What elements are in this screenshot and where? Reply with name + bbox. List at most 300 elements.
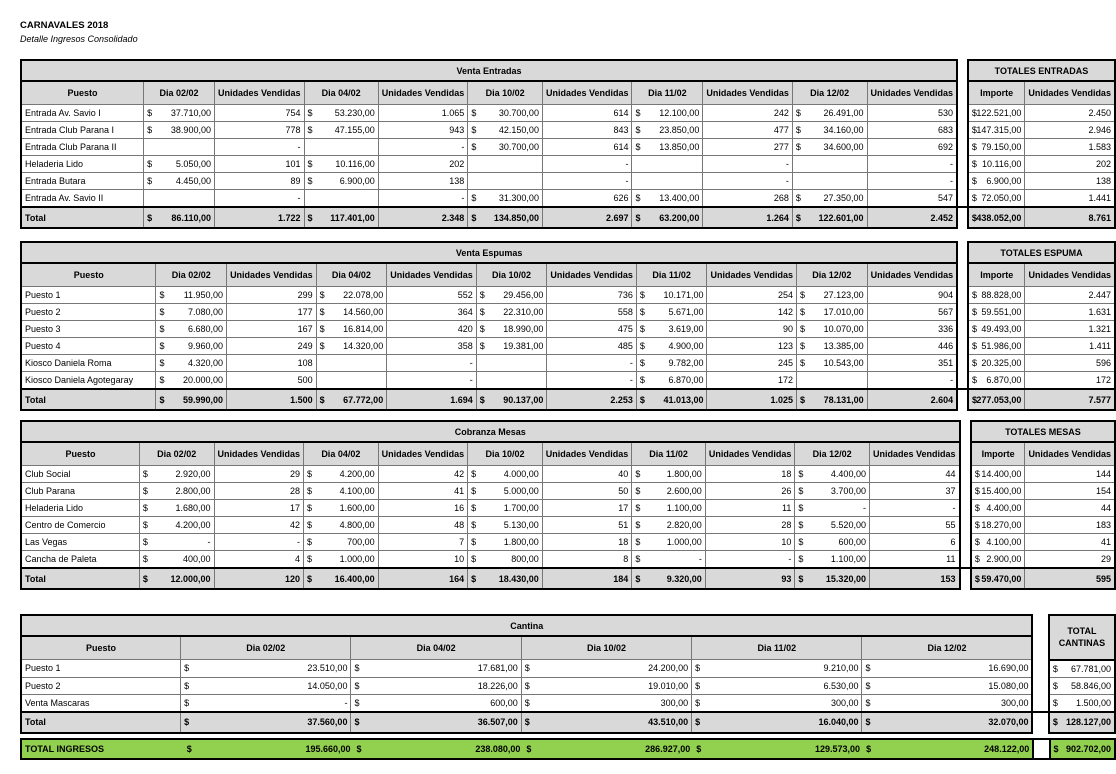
units-cell: 500 <box>227 372 317 390</box>
total-units-cell: 29 <box>1025 551 1115 569</box>
currency-symbol: $ <box>159 341 165 351</box>
amount-cell <box>316 389 387 410</box>
amount-cell <box>521 712 691 733</box>
currency-symbol: $ <box>798 486 804 496</box>
currency-symbol: $ <box>1052 663 1058 674</box>
amount-value: 49.493,00 <box>981 324 1022 334</box>
amount-value: 147.315,00 <box>976 125 1022 135</box>
units-header: Unidades Vendidas <box>1025 442 1115 466</box>
total-amount-cell <box>968 304 1025 321</box>
row-label: Las Vegas <box>21 534 139 551</box>
currency-symbol: $ <box>319 290 325 300</box>
units-cell: 120 <box>214 568 304 589</box>
currency-symbol: $ <box>524 717 530 727</box>
amount-value: 37.560,00 <box>307 717 348 727</box>
total-amount-cell <box>1049 694 1115 712</box>
amount-cell <box>316 321 387 338</box>
amount-value: 15.400,00 <box>981 486 1022 496</box>
amount-cell <box>792 156 867 173</box>
currency-symbol: $ <box>354 680 360 691</box>
day-header: Dia 12/02 <box>797 263 868 287</box>
amount-value: 18.430,00 <box>498 573 539 584</box>
row-label: Kiosco Daniela Agotegaray <box>21 372 156 390</box>
currency-symbol: $ <box>471 503 477 513</box>
spacer <box>960 466 971 483</box>
section-title-row <box>21 615 1115 636</box>
amount-value: 14.320,00 <box>343 341 384 351</box>
amount-cell <box>632 105 703 122</box>
currency-symbol: $ <box>471 573 477 584</box>
currency-symbol: $ <box>795 193 801 203</box>
total-amount-cell <box>971 551 1025 569</box>
amount-value: 20.325,00 <box>981 358 1022 368</box>
amount-cell <box>139 534 214 551</box>
table-row <box>21 500 1115 517</box>
currency-symbol: $ <box>800 307 806 317</box>
amount-value: 16.400,00 <box>334 573 375 584</box>
units-cell: 242 <box>703 105 793 122</box>
currency-symbol: $ <box>142 486 148 496</box>
amount-cell <box>468 466 543 483</box>
amount-value: 2.600,00 <box>666 486 702 496</box>
amount-value: 4.000,00 <box>503 469 539 479</box>
amount-value: 30.700,00 <box>498 142 539 152</box>
total-amount-cell <box>1049 712 1115 733</box>
units-cell: 55 <box>869 517 959 534</box>
amount-cell <box>468 517 543 534</box>
currency-symbol: $ <box>972 307 978 317</box>
units-cell: 754 <box>214 105 304 122</box>
spacer <box>957 389 968 410</box>
units-cell: 778 <box>214 122 304 139</box>
units-cell: 42 <box>378 466 468 483</box>
amount-value: 7.080,00 <box>188 307 224 317</box>
currency-symbol: $ <box>865 697 871 708</box>
spacer <box>1032 636 1048 660</box>
currency-symbol: $ <box>639 290 645 300</box>
currency-symbol: $ <box>971 108 977 118</box>
currency-symbol: $ <box>795 108 801 118</box>
units-cell: 10 <box>705 534 795 551</box>
currency-symbol: $ <box>479 324 485 334</box>
amount-value: 600,00 <box>838 537 866 547</box>
total-units-cell: 183 <box>1025 517 1115 534</box>
amount-value: 4.900,00 <box>668 341 704 351</box>
amount-value: 23.850,00 <box>659 125 700 135</box>
units-cell: 1.065 <box>378 105 468 122</box>
units-cell: 40 <box>542 466 632 483</box>
amount-cell <box>476 304 547 321</box>
amount-cell <box>521 677 691 694</box>
amount-value: 2.900,00 <box>986 554 1022 564</box>
amount-value: 11.950,00 <box>183 290 224 300</box>
currency-symbol: $ <box>639 394 645 405</box>
amount-value: 6.900,00 <box>339 176 375 186</box>
total-ingresos-table <box>20 738 1116 760</box>
currency-symbol: $ <box>524 680 530 691</box>
units-cell: 485 <box>547 338 637 355</box>
day-header: Dia 04/02 <box>304 442 379 466</box>
amount-cell <box>632 139 703 156</box>
currency-symbol: $ <box>639 307 645 317</box>
row-label: Entrada Club Parana I <box>21 122 144 139</box>
currency-symbol: $ <box>307 554 313 564</box>
day-header: Dia 11/02 <box>636 263 707 287</box>
units-cell: 4 <box>214 551 304 569</box>
table-row <box>21 105 1115 122</box>
amount-value: 1.500,00 <box>1075 697 1111 708</box>
amount-cell <box>792 173 867 190</box>
amount-cell <box>636 389 707 410</box>
currency-symbol: $ <box>800 394 806 405</box>
amount-cell <box>632 568 706 589</box>
row-label: Heladeria Lido <box>21 156 144 173</box>
units-cell: - <box>867 173 957 190</box>
row-label: Puesto 1 <box>21 287 156 304</box>
currency-symbol: $ <box>307 486 313 496</box>
total-amount-cell <box>971 534 1025 551</box>
spacer <box>960 421 971 442</box>
units-header: Unidades Vendidas <box>542 442 632 466</box>
amount-cell <box>304 551 379 569</box>
units-cell: 245 <box>707 355 797 372</box>
units-cell: 167 <box>227 321 317 338</box>
amount-value: 4.400,00 <box>830 469 866 479</box>
units-cell: 18 <box>705 466 795 483</box>
units-cell: - <box>378 139 468 156</box>
amount-cell <box>632 534 706 551</box>
amount-value: 72.050,00 <box>981 193 1022 203</box>
section-title-row <box>21 242 1115 263</box>
amount-value: 10.543,00 <box>823 358 864 368</box>
currency-symbol: $ <box>471 125 477 135</box>
amount-cell <box>632 122 703 139</box>
currency-symbol: $ <box>147 212 153 223</box>
spacer <box>957 60 968 81</box>
spacer <box>1032 677 1048 694</box>
table-row <box>21 483 1115 500</box>
row-label: Entrada Av. Savio II <box>21 190 144 208</box>
amount-cell <box>632 500 706 517</box>
column-header-row <box>21 636 1115 660</box>
amount-value: 16.690,00 <box>988 663 1029 674</box>
amount-value: 13.400,00 <box>659 193 700 203</box>
units-cell: 420 <box>387 321 477 338</box>
amount-value: - <box>344 697 348 708</box>
amount-value: 17.010,00 <box>823 307 864 317</box>
amount-cell <box>797 338 868 355</box>
amount-value: 59.990,00 <box>183 394 224 405</box>
currency-symbol: $ <box>142 573 148 584</box>
amount-value: 19.010,00 <box>648 680 689 691</box>
total-amount-cell <box>968 139 1025 156</box>
total-ingresos-label: TOTAL INGRESOS <box>21 739 184 759</box>
currency-symbol: $ <box>798 573 804 584</box>
amount-value: 1.680,00 <box>175 503 211 513</box>
spacer <box>957 304 968 321</box>
amount-cell <box>468 190 543 208</box>
units-cell: 614 <box>542 139 632 156</box>
amount-value: - <box>207 537 211 547</box>
units-cell: 17 <box>214 500 304 517</box>
units-cell: 153 <box>869 568 959 589</box>
units-cell: 904 <box>867 287 957 304</box>
units-cell: - <box>703 156 793 173</box>
row-label: Puesto 4 <box>21 338 156 355</box>
amount-cell <box>692 660 862 678</box>
amount-value: 4.100,00 <box>339 486 375 496</box>
amount-value: 14.400,00 <box>981 469 1022 479</box>
amount-cell <box>144 105 215 122</box>
units-cell: 8 <box>542 551 632 569</box>
units-cell: 51 <box>542 517 632 534</box>
amount-cell <box>468 122 543 139</box>
amount-cell <box>636 372 707 390</box>
currency-symbol: $ <box>307 176 313 186</box>
units-header: Unidades Vendidas <box>214 81 304 105</box>
currency-symbol: $ <box>184 697 190 708</box>
day-header: Dia 10/02 <box>468 81 543 105</box>
units-header: Unidades Vendidas <box>214 442 304 466</box>
spacer <box>960 500 971 517</box>
amount-cell <box>316 355 387 372</box>
total-units-cell: 2.447 <box>1025 287 1115 304</box>
total-units-cell: 44 <box>1025 500 1115 517</box>
units-cell: 567 <box>867 304 957 321</box>
total-amount-cell <box>971 517 1025 534</box>
currency-symbol: $ <box>471 486 477 496</box>
mesas-table <box>20 420 1116 590</box>
amount-cell <box>632 190 703 208</box>
currency-symbol: $ <box>524 663 530 674</box>
amount-value: 277.053,00 <box>976 394 1022 405</box>
amount-cell <box>636 287 707 304</box>
units-cell: 90 <box>707 321 797 338</box>
row-label: Club Parana <box>21 483 139 500</box>
units-cell: 48 <box>378 517 468 534</box>
amount-cell <box>304 517 379 534</box>
units-cell: - <box>705 551 795 569</box>
row-label: Puesto 3 <box>21 321 156 338</box>
espumas-table <box>20 241 1116 411</box>
day-header: Dia 11/02 <box>632 442 706 466</box>
currency-symbol: $ <box>142 554 148 564</box>
units-cell: 299 <box>227 287 317 304</box>
importe-header: Importe <box>968 81 1025 105</box>
amount-value: 10.070,00 <box>823 324 864 334</box>
currency-symbol: $ <box>471 537 477 547</box>
currency-symbol: $ <box>800 358 806 368</box>
spacer <box>957 139 968 156</box>
total-amount-cell <box>968 321 1025 338</box>
amount-value: 37.710,00 <box>170 108 211 118</box>
day-header: Dia 12/02 <box>792 81 867 105</box>
table-row <box>21 287 1115 304</box>
amount-value: 20.000,00 <box>183 375 224 385</box>
units-cell: 101 <box>214 156 304 173</box>
amount-value: 3.700,00 <box>830 486 866 496</box>
currency-symbol: $ <box>319 324 325 334</box>
total-row <box>21 568 1115 589</box>
spacer <box>960 534 971 551</box>
currency-symbol: $ <box>307 469 313 479</box>
units-cell: 29 <box>214 466 304 483</box>
currency-symbol: $ <box>972 341 978 351</box>
amount-value: 129.573,00 <box>815 744 861 754</box>
units-header: Unidades Vendidas <box>867 81 957 105</box>
amount-value: 18.226,00 <box>477 680 518 691</box>
section-title: Cantina <box>21 615 1032 636</box>
total-amount-cell <box>968 122 1025 139</box>
currency-symbol: $ <box>147 125 153 135</box>
amount-cell <box>795 466 870 483</box>
amount-value: 286.927,00 <box>645 744 691 754</box>
currency-symbol: $ <box>159 375 165 385</box>
amount-value: 700,00 <box>347 537 375 547</box>
amount-value: 438.052,00 <box>976 212 1022 223</box>
table-row <box>21 321 1115 338</box>
units-cell: - <box>547 372 637 390</box>
units-cell: 2.452 <box>867 207 957 228</box>
currency-symbol: $ <box>319 307 325 317</box>
amount-cell <box>632 483 706 500</box>
amount-cell <box>156 287 227 304</box>
spacer <box>1032 694 1048 712</box>
amount-value: 4.400,00 <box>986 503 1022 513</box>
currency-symbol: $ <box>798 554 804 564</box>
units-cell: - <box>387 355 477 372</box>
amount-value: 12.100,00 <box>659 108 700 118</box>
currency-symbol: $ <box>1053 744 1059 754</box>
amount-value: 51.986,00 <box>981 341 1022 351</box>
currency-symbol: $ <box>307 212 313 223</box>
amount-value: 31.300,00 <box>498 193 539 203</box>
currency-symbol: $ <box>159 358 165 368</box>
row-label: Centro de Comercio <box>21 517 139 534</box>
currency-symbol: $ <box>356 744 362 754</box>
currency-symbol: $ <box>798 503 804 513</box>
amount-value: 32.070,00 <box>988 717 1029 727</box>
amount-value: 36.507,00 <box>477 717 518 727</box>
spacer <box>957 173 968 190</box>
section-title-row <box>21 421 1115 442</box>
units-header: Unidades Vendidas <box>703 81 793 105</box>
units-cell: 142 <box>707 304 797 321</box>
amount-value: 6.870,00 <box>668 375 704 385</box>
amount-cell <box>139 500 214 517</box>
total-amount-cell <box>1049 677 1115 694</box>
units-cell: 11 <box>869 551 959 569</box>
total-amount-cell <box>971 466 1025 483</box>
amount-cell <box>139 517 214 534</box>
report-title: CARNAVALES 2018 <box>20 20 109 31</box>
amount-cell <box>792 139 867 156</box>
currency-symbol: $ <box>471 193 477 203</box>
amount-value: 34.160,00 <box>823 125 864 135</box>
amount-value: 38.900,00 <box>170 125 211 135</box>
units-cell: 558 <box>547 304 637 321</box>
amount-value: 30.700,00 <box>498 108 539 118</box>
currency-symbol: $ <box>635 108 641 118</box>
spacer <box>957 287 968 304</box>
currency-symbol: $ <box>471 469 477 479</box>
table-row <box>21 660 1115 678</box>
amount-cell <box>863 739 1033 759</box>
table-row <box>21 677 1115 694</box>
currency-symbol: $ <box>471 108 477 118</box>
units-cell: 477 <box>703 122 793 139</box>
spacer <box>957 321 968 338</box>
currency-symbol: $ <box>635 503 641 513</box>
currency-symbol: $ <box>974 520 980 530</box>
spacer <box>957 105 968 122</box>
amount-cell <box>139 483 214 500</box>
amount-value: 1.800,00 <box>666 469 702 479</box>
units-cell: 44 <box>869 466 959 483</box>
table-row <box>21 551 1115 569</box>
amount-value: 53.230,00 <box>334 108 375 118</box>
currency-symbol: $ <box>974 486 980 496</box>
units-cell: 446 <box>867 338 957 355</box>
table-row <box>21 173 1115 190</box>
amount-value: 2.800,00 <box>175 486 211 496</box>
amount-cell <box>144 173 215 190</box>
currency-symbol: $ <box>865 717 871 727</box>
total-amount-cell <box>968 372 1025 390</box>
amount-cell <box>521 694 691 712</box>
table-row <box>21 355 1115 372</box>
units-cell: 2.253 <box>547 389 637 410</box>
units-header: Unidades Vendidas <box>867 263 957 287</box>
amount-cell <box>797 372 868 390</box>
total-units-cell: 138 <box>1025 173 1115 190</box>
currency-symbol: $ <box>795 212 801 223</box>
amount-value: 1.100,00 <box>830 554 866 564</box>
amount-cell <box>144 207 215 228</box>
amount-cell <box>468 500 543 517</box>
units-cell: 16 <box>378 500 468 517</box>
units-header: Unidades Vendidas <box>378 81 468 105</box>
amount-cell <box>795 500 870 517</box>
row-label: Venta Mascaras <box>21 694 181 712</box>
amount-cell <box>144 122 215 139</box>
currency-symbol: $ <box>972 290 978 300</box>
row-label: Puesto 2 <box>21 304 156 321</box>
amount-cell <box>476 372 547 390</box>
amount-cell <box>862 694 1032 712</box>
currency-symbol: $ <box>307 159 313 169</box>
total-label: Total <box>21 568 139 589</box>
units-cell: 18 <box>542 534 632 551</box>
day-header: Dia 02/02 <box>156 263 227 287</box>
total-amount-cell <box>1049 660 1115 678</box>
amount-cell <box>468 105 543 122</box>
amount-value: 9.320,00 <box>666 573 702 584</box>
amount-cell <box>692 694 862 712</box>
section-title-row <box>21 60 1115 81</box>
column-header-row <box>21 263 1115 287</box>
currency-symbol: $ <box>524 697 530 708</box>
total-units-cell: 7.577 <box>1025 389 1115 410</box>
report-subtitle: Detalle Ingresos Consolidado <box>20 34 138 44</box>
total-label: Total <box>21 389 156 410</box>
amount-cell <box>636 321 707 338</box>
amount-cell <box>692 677 862 694</box>
units-cell: 358 <box>387 338 477 355</box>
amount-cell <box>304 500 379 517</box>
amount-cell <box>632 207 703 228</box>
amount-value: 86.110,00 <box>171 212 211 223</box>
